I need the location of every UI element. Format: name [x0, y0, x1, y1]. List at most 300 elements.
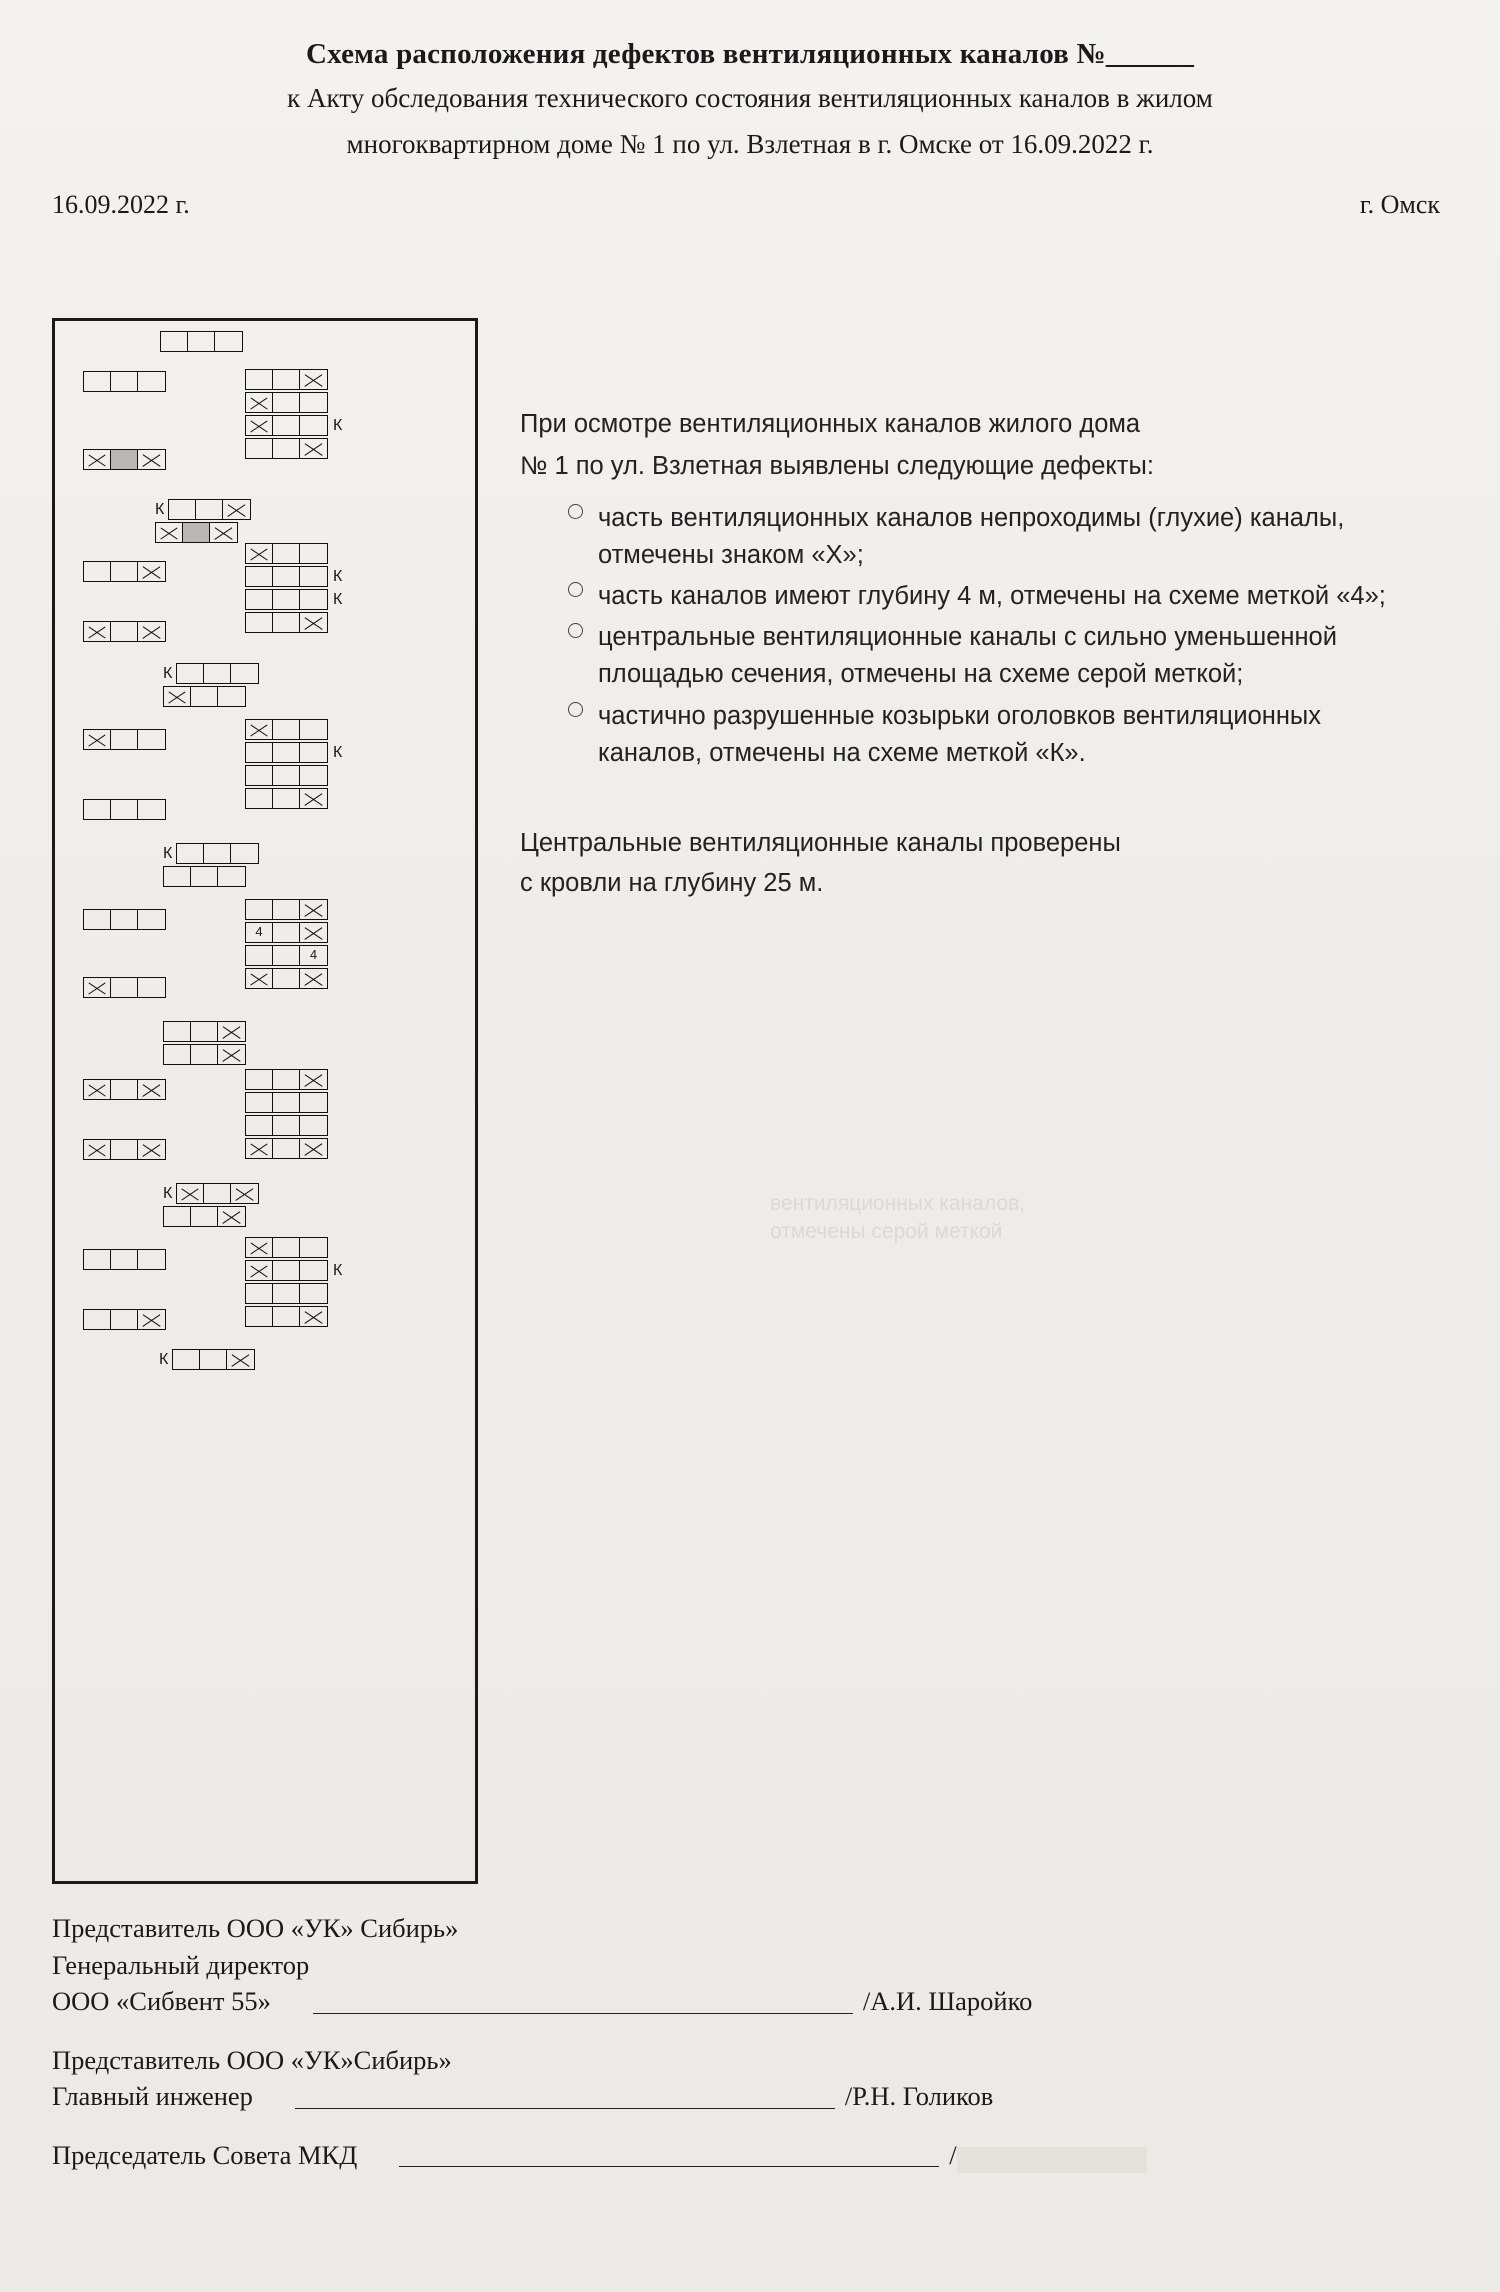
- channel-cells: [163, 1044, 246, 1065]
- channel-row: [83, 621, 166, 642]
- channel-cell: [84, 562, 111, 581]
- channel-row: [245, 1138, 328, 1159]
- channel-row: [83, 371, 166, 392]
- channel-cell: [204, 844, 231, 863]
- channel-cell: [111, 730, 138, 749]
- channel-cell: [164, 1207, 191, 1226]
- channel-cell: [246, 743, 273, 762]
- channel-cells: [245, 438, 328, 459]
- channel-row: [163, 686, 259, 707]
- blind-channel-cell: [223, 500, 250, 519]
- channel-cells: [83, 729, 166, 750]
- channel-row: [83, 1309, 166, 1330]
- channel-cells: [245, 369, 328, 390]
- blind-channel-cell: [218, 1045, 245, 1064]
- channel-group: [163, 663, 259, 709]
- signature-block: [52, 2137, 1460, 2174]
- signature-block: [52, 2042, 1460, 2115]
- channel-row: [245, 945, 328, 966]
- channel-cell: [273, 743, 300, 762]
- channel-cell: [273, 1261, 300, 1280]
- defect-item: [520, 698, 1420, 772]
- channel-cell: [138, 372, 165, 391]
- blind-channel-cell: [177, 1184, 204, 1203]
- channel-row: [159, 1349, 255, 1370]
- channel-row: [245, 742, 342, 763]
- channel-group: [83, 449, 166, 472]
- intro-line-2: № 1 по ул. Взлетная выявлены следующие дефекты:: [520, 452, 1154, 481]
- channel-cells: [245, 945, 328, 966]
- signature-rule[interactable]: [399, 2165, 939, 2167]
- signature-role-line: Председатель Совета МКД: [52, 2139, 358, 2170]
- signature-line-row: [52, 2078, 1460, 2115]
- channel-cells: [83, 621, 166, 642]
- channel-cells: [245, 1237, 328, 1258]
- channel-cell: [300, 393, 327, 412]
- channel-cell: [218, 687, 245, 706]
- channel-cell: [246, 946, 273, 965]
- channel-cell: [246, 766, 273, 785]
- blind-channel-cell: [300, 1070, 327, 1089]
- defect-item: [520, 578, 1420, 615]
- channel-cells: [245, 1306, 328, 1327]
- signature-line-row: [52, 2137, 1460, 2174]
- channel-cell: [273, 370, 300, 389]
- signature-role-line: Главный инженер: [52, 2081, 253, 2112]
- channel-cell: [300, 1116, 327, 1135]
- channel-cell: [273, 923, 300, 942]
- channel-cell: [111, 372, 138, 391]
- reduced-section-cell: [111, 450, 138, 469]
- depth-4-cell: 4: [309, 947, 318, 962]
- blind-channel-cell: [300, 969, 327, 988]
- channel-cells: [155, 522, 238, 543]
- channel-row: [245, 369, 342, 390]
- channel-cells: [245, 415, 328, 436]
- document-date: 16.09.2022 г.: [52, 189, 190, 219]
- defect-item-label: частично разрушенные козырьки оголовков вентиляционных каналов, отмечены на схеме меткой «К».: [598, 701, 1322, 767]
- bullet-circle-icon: [568, 623, 583, 638]
- blind-channel-cell: [218, 1207, 245, 1226]
- channel-cell: [161, 332, 188, 351]
- channel-cell: [200, 1350, 227, 1369]
- channel-cell: [191, 867, 218, 886]
- channel-cell: [84, 372, 111, 391]
- channel-cell: [138, 978, 165, 997]
- channel-cell: [273, 1238, 300, 1257]
- channel-group: [163, 1021, 246, 1067]
- blind-channel-cell: [84, 622, 111, 641]
- depth-note-line2: с кровли на глубину 25 м.: [520, 868, 824, 897]
- signature-name: /А.И. Шаройко: [862, 1986, 1033, 2017]
- defect-item-label: часть каналов имеют глубину 4 м, отмечены на схеме меткой «4»;: [598, 581, 1386, 610]
- channel-cells: [160, 331, 243, 352]
- channel-row: [155, 522, 251, 543]
- channel-cell: [215, 332, 242, 351]
- channel-cell: [191, 687, 218, 706]
- channel-cells: [83, 909, 166, 930]
- channel-row: [83, 561, 166, 582]
- blind-channel-cell: [138, 450, 165, 469]
- signature-line-row: [52, 1983, 1460, 2020]
- channel-cells: [172, 1349, 255, 1370]
- channel-group: [245, 1069, 328, 1161]
- blind-channel-cell: [227, 1350, 254, 1369]
- channel-cell: [273, 720, 300, 739]
- blind-channel-cell: [138, 562, 165, 581]
- cap-defect-mark: К: [163, 844, 173, 862]
- channel-group: [83, 1079, 166, 1102]
- channel-cell: [273, 1093, 300, 1112]
- channel-cell: [111, 1310, 138, 1329]
- channel-row: [83, 977, 166, 998]
- channel-row: [163, 1021, 246, 1042]
- faded-watermark-text: [770, 1190, 1210, 1247]
- defect-item: [520, 500, 1420, 574]
- page-title: Схема расположения дефектов вентиляционных каналов №______: [305, 38, 1195, 70]
- blind-channel-cell: [300, 1307, 327, 1326]
- watermark-line1: вентиляционных каналов,: [770, 1192, 1025, 1215]
- channel-cell: [111, 562, 138, 581]
- blind-channel-cell: [138, 1080, 165, 1099]
- channel-row: [245, 1237, 342, 1258]
- signature-role-line: Генеральный директор: [52, 1949, 310, 1980]
- channel-cell: [204, 664, 231, 683]
- channel-row: [83, 729, 166, 750]
- channel-cells: [245, 742, 328, 763]
- cap-defect-mark: К: [163, 664, 173, 682]
- blind-channel-cell: [246, 969, 273, 988]
- channel-cells: [83, 799, 166, 820]
- channel-cell: [164, 1022, 191, 1041]
- channel-cell: [273, 789, 300, 808]
- channel-cell: [300, 1093, 327, 1112]
- blind-channel-cell: [84, 978, 111, 997]
- blind-channel-cell: [138, 1310, 165, 1329]
- channel-cell: [273, 946, 300, 965]
- channel-group: [245, 369, 342, 461]
- channel-cell: [300, 567, 327, 586]
- channel-cell: [300, 1261, 327, 1280]
- channel-cells: [83, 1139, 166, 1160]
- cap-defect-mark: К: [333, 567, 343, 585]
- channel-cell: [231, 664, 258, 683]
- blind-channel-cell: [300, 613, 327, 632]
- document-subtitle-line2: многоквартирном доме № 1 по ул. Взлетная в г. Омске от 16.09.2022 г.: [346, 129, 1154, 160]
- defect-item-label: центральные вентиляционные каналы с сильно уменьшенной площадью сечения, отмечены на схеме серой меткой;: [598, 623, 1337, 689]
- document-subtitle-line1: к Акту обследования технического состояния вентиляционных каналов в жилом: [287, 83, 1213, 113]
- channel-cell: [204, 1184, 231, 1203]
- channel-row: [245, 589, 342, 610]
- defect-item-label: часть вентиляционных каналов непроходимы (глухие) каналы, отмечены знаком «Х»;: [598, 503, 1345, 569]
- channel-group: [83, 1139, 166, 1162]
- channel-group: [245, 899, 328, 991]
- channel-cell: [218, 867, 245, 886]
- reduced-section-cell: [183, 523, 210, 542]
- channel-row: [245, 1069, 328, 1090]
- channel-cells: [245, 392, 328, 413]
- channel-cell: [173, 1350, 200, 1369]
- blind-channel-cell: [246, 544, 273, 563]
- ventilation-scheme-diagram: [52, 318, 478, 1884]
- channel-cell: [273, 613, 300, 632]
- channel-group: [83, 371, 166, 394]
- date-city-row: [52, 190, 1440, 220]
- blind-channel-cell: [246, 1238, 273, 1257]
- channel-cell: [300, 720, 327, 739]
- channel-cells: [245, 1069, 328, 1090]
- blind-channel-cell: [300, 370, 327, 389]
- channel-cell: [246, 1284, 273, 1303]
- channel-group: [245, 719, 342, 811]
- channel-group: [159, 1349, 255, 1372]
- channel-row: [83, 1079, 166, 1100]
- channel-row: [83, 1249, 166, 1270]
- channel-group: [83, 729, 166, 752]
- channel-cell: [111, 622, 138, 641]
- channel-group: [83, 977, 166, 1000]
- channel-row: [163, 1206, 259, 1227]
- channel-cells: [245, 719, 328, 740]
- channel-cell: [273, 416, 300, 435]
- blind-channel-cell: [246, 393, 273, 412]
- channel-cells: [245, 589, 328, 610]
- channel-cells: [163, 1021, 246, 1042]
- blind-channel-cell: [246, 1139, 273, 1158]
- channel-cell: [273, 439, 300, 458]
- channel-row: [245, 899, 328, 920]
- channel-cell: [273, 969, 300, 988]
- document-city: г. Омск: [1359, 189, 1440, 219]
- channel-cells: [245, 968, 328, 989]
- channel-row: [245, 1260, 342, 1281]
- cap-defect-mark: К: [333, 416, 343, 434]
- description-block: [520, 405, 1420, 903]
- channel-cell: [273, 590, 300, 609]
- channel-cells: [245, 1260, 328, 1281]
- channel-cell: [300, 766, 327, 785]
- cap-defect-mark: К: [333, 743, 343, 761]
- channel-group: [83, 909, 166, 932]
- channel-cells: [245, 1092, 328, 1113]
- channel-cells: [83, 1309, 166, 1330]
- redacted-name-box: [957, 2147, 1147, 2173]
- channel-cell: [231, 844, 258, 863]
- channel-row: [245, 392, 342, 413]
- signature-role-line: ООО «Сибвент 55»: [52, 1986, 271, 2017]
- blind-channel-cell: [246, 720, 273, 739]
- channel-row: [163, 663, 259, 684]
- channel-row: [163, 1183, 259, 1204]
- cap-defect-mark: К: [163, 1184, 173, 1202]
- blind-channel-cell: [210, 523, 237, 542]
- blind-channel-cell: [164, 687, 191, 706]
- channel-cell: [246, 590, 273, 609]
- channel-cell: [84, 1310, 111, 1329]
- channel-row: [245, 415, 342, 436]
- channel-cell: [138, 910, 165, 929]
- blind-channel-cell: [246, 1261, 273, 1280]
- channel-row: [245, 719, 342, 740]
- channel-group: [245, 1237, 342, 1329]
- channel-cell: [169, 500, 196, 519]
- intro-line-1: При осмотре вентиляционных каналов жилого дома: [520, 410, 1141, 438]
- channel-cells: [83, 561, 166, 582]
- channel-cell: [300, 544, 327, 563]
- channel-row: [83, 449, 166, 470]
- channel-cell: [138, 730, 165, 749]
- channel-row: [245, 922, 328, 943]
- channel-cell: [273, 544, 300, 563]
- channel-cells: [163, 686, 246, 707]
- channel-cells: [83, 1249, 166, 1270]
- channel-row: [155, 499, 251, 520]
- blind-channel-cell: [138, 1140, 165, 1159]
- channel-cell: [191, 1045, 218, 1064]
- signature-role-line: Представитель ООО «УК» Сибирь»: [52, 1913, 459, 1943]
- channel-cell: [111, 1250, 138, 1269]
- channel-cell: [300, 416, 327, 435]
- channel-cells: [163, 866, 246, 887]
- channel-cells: [83, 371, 166, 392]
- cap-defect-mark: К: [155, 500, 165, 518]
- signatures-block: [52, 1910, 1460, 2195]
- channel-cell: [111, 910, 138, 929]
- bullet-circle-icon: [568, 702, 583, 717]
- channel-row: [245, 788, 342, 809]
- channel-cells: [245, 612, 328, 633]
- channel-cell: [111, 1140, 138, 1159]
- channel-cell: [191, 1022, 218, 1041]
- channel-row: [83, 1139, 166, 1160]
- channel-cells: [245, 543, 328, 564]
- channel-cell: [84, 910, 111, 929]
- channel-row: [245, 1283, 342, 1304]
- channel-cell: [300, 590, 327, 609]
- channel-cells: [83, 449, 166, 470]
- channel-group: [155, 499, 251, 545]
- channel-row: [83, 799, 166, 820]
- channel-cell: [111, 1080, 138, 1099]
- channel-cell: [246, 900, 273, 919]
- channel-group: [163, 1183, 259, 1229]
- channel-cell: [246, 1116, 273, 1135]
- channel-cell: [188, 332, 215, 351]
- channel-cell: [273, 567, 300, 586]
- channel-cell: [138, 1250, 165, 1269]
- blind-channel-cell: [231, 1184, 258, 1203]
- watermark-line2: отмечены серой меткой: [770, 1220, 1003, 1244]
- channel-cells: [168, 499, 251, 520]
- channel-row: [245, 1306, 342, 1327]
- channel-cell: [111, 978, 138, 997]
- channel-cell: [84, 1250, 111, 1269]
- channel-group: [163, 843, 259, 889]
- channel-cells: [245, 899, 328, 920]
- signature-rule[interactable]: [295, 2107, 835, 2109]
- blind-channel-cell: [156, 523, 183, 542]
- blind-channel-cell: [300, 900, 327, 919]
- blind-channel-cell: [300, 789, 327, 808]
- blind-channel-cell: [84, 450, 111, 469]
- channel-row: [245, 968, 328, 989]
- blind-channel-cell: [246, 416, 273, 435]
- cap-defect-mark: К: [333, 590, 343, 608]
- channel-cell: [273, 393, 300, 412]
- channel-row: [245, 438, 342, 459]
- channel-row: [160, 331, 243, 352]
- channel-group: [83, 1249, 166, 1272]
- channel-cell: [273, 1284, 300, 1303]
- channel-group: [83, 799, 166, 822]
- channel-cell: [246, 1070, 273, 1089]
- channel-cell: [164, 867, 191, 886]
- channel-cell: [273, 1116, 300, 1135]
- channel-row: [163, 843, 259, 864]
- channel-cell: [246, 439, 273, 458]
- channel-cell: [246, 789, 273, 808]
- channel-cell: [84, 800, 111, 819]
- depth-note: [520, 824, 1420, 903]
- depth-4-cell: 4: [246, 923, 273, 942]
- channel-cells: [245, 566, 328, 587]
- defect-item: [520, 619, 1420, 693]
- channel-row: [245, 765, 342, 786]
- channel-row: [245, 1115, 328, 1136]
- channel-group: [83, 1309, 166, 1332]
- channel-cell: [177, 844, 204, 863]
- channel-cells: [245, 922, 328, 943]
- channel-row: [163, 1044, 246, 1065]
- channel-row: [245, 566, 342, 587]
- channel-cell: [300, 1238, 327, 1257]
- channel-cell: [164, 1045, 191, 1064]
- signature-role-line: Представитель ООО «УК»Сибирь»: [52, 2044, 452, 2075]
- blind-channel-cell: [84, 1140, 111, 1159]
- bullet-circle-icon: [568, 582, 583, 597]
- channel-cell: [273, 766, 300, 785]
- channel-cell: [177, 664, 204, 683]
- blind-channel-cell: [300, 439, 327, 458]
- blind-channel-cell: [138, 622, 165, 641]
- channel-cells: [245, 788, 328, 809]
- channel-cell: [246, 1307, 273, 1326]
- blind-channel-cell: [218, 1022, 245, 1041]
- blind-channel-cell: [84, 730, 111, 749]
- channel-cell: [196, 500, 223, 519]
- channel-row: [245, 543, 342, 564]
- channel-cells: [83, 1079, 166, 1100]
- channel-cell: [191, 1207, 218, 1226]
- channel-cell: [300, 1284, 327, 1303]
- channel-cells: [245, 765, 328, 786]
- channel-cells: [245, 1115, 328, 1136]
- cap-defect-mark: К: [333, 1261, 343, 1279]
- channel-cells: [176, 843, 259, 864]
- cap-defect-mark: К: [159, 1350, 169, 1368]
- channel-cell: [273, 900, 300, 919]
- channel-cells: [176, 663, 259, 684]
- depth-note-line1: Центральные вентиляционные каналы проверены: [520, 829, 1121, 858]
- defects-list: [520, 500, 1420, 773]
- channel-cell: [246, 567, 273, 586]
- signature-rule[interactable]: [313, 2012, 853, 2014]
- channel-cells: [176, 1183, 259, 1204]
- blind-channel-cell: [84, 1080, 111, 1099]
- channel-cell: [246, 1093, 273, 1112]
- channel-cells: [163, 1206, 246, 1227]
- signature-name: /Р.Н. Голиков: [844, 2081, 994, 2112]
